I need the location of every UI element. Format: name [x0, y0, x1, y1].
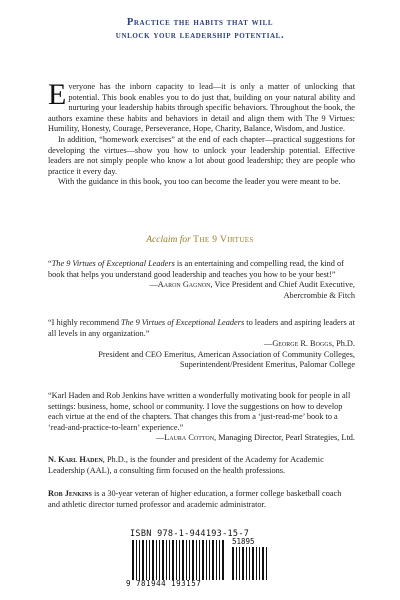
barcode-bar [246, 547, 247, 580]
barcode-bar [182, 540, 184, 580]
barcode-bar [206, 540, 207, 580]
testimonial-quote [48, 259, 355, 301]
barcode-bar [142, 540, 144, 580]
quote-attribution [48, 280, 355, 291]
barcode-bar [252, 547, 254, 580]
attribution-dash: — [264, 339, 273, 349]
attribution-org: Abercrombie & Fitch [283, 290, 355, 300]
barcode-bar [242, 547, 244, 580]
barcode-bar [162, 540, 164, 580]
intro-paragraph-1 [48, 78, 355, 135]
price-addon-label: 51895 [232, 537, 255, 546]
quote-attribution [48, 433, 355, 444]
quote-text: “Karl Haden and Rob Jenkins have written a wonderfully motivating book for people in all settings: business, home, school or community. I love the suggestions on how to develop each virtue at the end of the chapters. That changes this from a ‘just-read-me’ book to a ‘read-and-practice-to-learn’ experience.” [48, 391, 351, 432]
isbn-label: ISBN 978-1-944193-15-7 [130, 529, 250, 539]
author-bio [48, 455, 355, 476]
barcode-bar [149, 540, 150, 580]
barcode-bar [166, 540, 167, 580]
barcode-bar [262, 547, 264, 580]
author-name: Rob Jenkins [48, 489, 92, 498]
barcode-bar [239, 547, 240, 580]
quote-open-mark: “ [48, 259, 52, 268]
quote-text [48, 318, 355, 339]
barcode-bar [132, 540, 134, 580]
attribution-org: Superintendent/President Emeritus, Palomar College [179, 360, 355, 370]
intro-paragraph-3: With the guidance in this book, you too can become the leader you were meant to be. [58, 177, 341, 187]
barcode-bar [212, 540, 214, 580]
attribution-name: Laura Cotton [164, 433, 215, 443]
headline [0, 16, 400, 42]
barcode [126, 528, 274, 588]
quote-body: to leaders and aspiring leaders at all levels in any organization.” [48, 318, 355, 338]
attribution-name: George R. Boggs [272, 339, 332, 349]
attribution-credential: , Ph.D. [331, 339, 355, 349]
barcode-bar [222, 540, 224, 580]
testimonial-quote [48, 318, 355, 371]
attribution-role: President and CEO Emeritus, American Association of Community Colleges, [98, 349, 355, 359]
barcode-bar [179, 540, 180, 580]
testimonial-quote [48, 391, 355, 444]
barcode-bar [176, 540, 177, 580]
quote-attribution [48, 339, 355, 350]
acclaim-heading [0, 235, 400, 245]
barcode-bar [172, 540, 174, 580]
barcode-bar [266, 547, 267, 580]
attribution-dash: — [149, 280, 158, 290]
drop-cap: E [48, 78, 67, 111]
author-bio [48, 489, 355, 510]
acclaim-lead: Acclaim for [146, 235, 191, 245]
barcode-bar [199, 540, 200, 580]
barcode-bar [156, 540, 157, 580]
barcode-bar [136, 540, 137, 580]
barcode-bar [202, 540, 204, 580]
quote-text [48, 259, 355, 280]
ean-barcode-graphic [132, 540, 228, 580]
barcode-bar [152, 540, 154, 580]
barcode-bar [139, 540, 140, 580]
barcode-bar [209, 540, 210, 580]
ean-number: 9 781944 193157 [126, 579, 202, 588]
quote-body: is an entertaining and compelling read, the kind of book that helps you understand good leadership and teaches you how to be your best!” [48, 259, 344, 279]
author-bio-text: , Ph.D., is the founder and president of the Academy for Academic Leadership (AAL), a consulting firm focused on the health professions. [48, 455, 324, 475]
barcode-bar [232, 547, 234, 580]
barcode-bar [196, 540, 197, 580]
acclaim-title: The 9 Virtues [193, 235, 254, 245]
attribution-dash: — [155, 433, 165, 443]
author-name: N. Karl Haden [48, 455, 103, 464]
barcode-bar [159, 540, 160, 580]
barcode-bar [249, 547, 250, 580]
barcode-bar [256, 547, 257, 580]
intro-paragraph-1-text: veryone has the inborn capacity to lead—it is only a matter of unlocking that potential. This book enables you to do just that, building on your natural ability and nurturing your leadership habits through specific behaviors. Throughout the book, the authors examine these habits and behaviors in detail and align them with The 9 Virtues: Humility, Honesty, Courage, Perseverance, Hope, Charity, Balance, Wisdom, and Justice. [48, 82, 355, 134]
barcode-bar [186, 540, 187, 580]
intro-paragraph-2: In addition, “homework exercises” at the end of each chapter—practical suggestions for developing the virtues—show you how to unlock your leadership potential. Effective leaders are not simply people who know a lot about good leadership; they are people who practice it every day. [48, 134, 355, 176]
barcode-bar [192, 540, 194, 580]
barcode-bar [219, 540, 220, 580]
quote-book-title: The 9 Virtues of Exceptional Leaders [51, 259, 175, 268]
quote-pre: “I highly recommend [48, 318, 122, 327]
author-bio-text: is a 30-year veteran of higher education, a former college basketball coach and athletic director turned professor and academic administrator. [48, 489, 342, 509]
attribution-role: , Vice President and Chief Audit Executive, [210, 280, 355, 290]
headline-line-1: Practice the habits that will [126, 17, 274, 28]
barcode-bar [146, 540, 147, 580]
addon-barcode-graphic [232, 547, 270, 580]
barcode-bar [236, 547, 237, 580]
attribution-name: Aaron Gagnon [157, 280, 211, 290]
barcode-bar [216, 540, 217, 580]
intro-section [48, 78, 355, 188]
barcode-bar [259, 547, 260, 580]
attribution-role: , Managing Director, Pearl Strategies, Ltd. [214, 433, 355, 443]
quote-book-title: The 9 Virtues of Exceptional Leaders [121, 318, 245, 327]
barcode-bar [169, 540, 170, 580]
headline-line-2: unlock your leadership potential. [115, 30, 285, 41]
barcode-bar [189, 540, 190, 580]
